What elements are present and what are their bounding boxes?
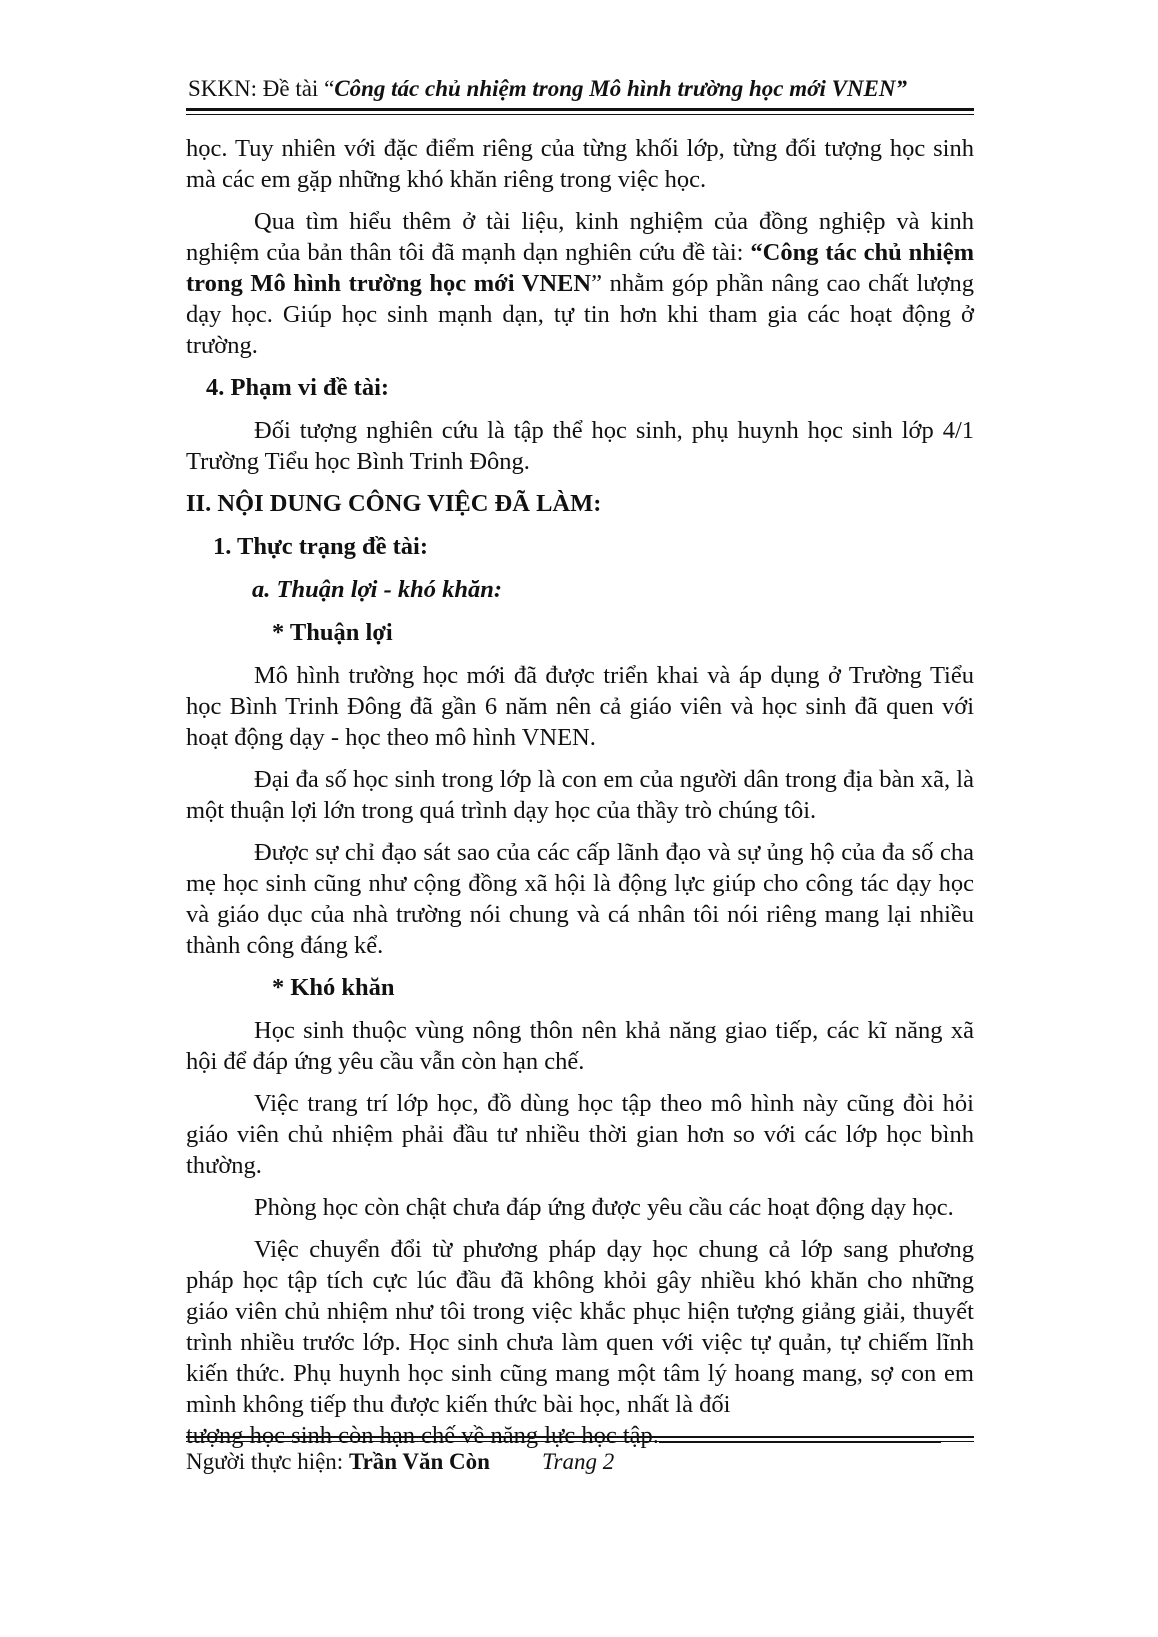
paragraph-10-end: tượng học sinh còn hạn chế về năng lực học tập. <box>186 1422 659 1449</box>
footer-label: Người thực hiện: <box>186 1449 349 1474</box>
page-footer <box>186 1436 974 1476</box>
heading-pros-cons: a. Thuận lợi - khó khăn: <box>252 576 503 603</box>
footer-author: Trần Văn Còn <box>348 1449 490 1474</box>
header-title: Công tác chủ nhiệm trong Mô hình trường học mới VNEN <box>334 76 896 101</box>
document-page <box>186 60 974 1451</box>
paragraph-5: Đại đa số học sinh trong lớp là con em của người dân trong địa bàn xã, là một thuận lợi lớn trong quá trình dạy học của thầy trò chúng tôi. <box>186 766 974 824</box>
page-content <box>186 133 974 1451</box>
paragraph-4: Mô hình trường học mới đã được triển khai và áp dụng ở Trường Tiểu học Bình Trinh Đông đã gần 6 năm nên cả giáo viên và học sinh đã quen với hoạt động dạy - học theo mô hình VNEN. <box>186 662 974 751</box>
paragraph-3: Đối tượng nghiên cứu là tập thể học sinh, phụ huynh học sinh lớp 4/1 Trường Tiểu học Bình Trinh Đông. <box>186 417 974 475</box>
header-rule <box>186 108 974 115</box>
paragraph-2-text-a: Qua tìm hiểu thêm ở tài liệu, kinh nghiệm của đồng nghiệp và kinh nghiệm của bản thân tôi đã mạnh dạn nghiên cứu đề tài: <box>186 208 974 266</box>
paragraph-8: Việc trang trí lớp học, đồ dùng học tập theo mô hình này cũng đòi hỏi giáo viên chủ nhiệm phải đầu tư nhiều thời gian hơn so với các lớp học bình thường. <box>186 1090 974 1179</box>
page-number: Trang 2 <box>541 1449 615 1474</box>
header-suffix: ” <box>895 76 908 101</box>
footer-rule <box>186 1436 974 1442</box>
paragraph-9: Phòng học còn chật chưa đáp ứng được yêu cầu các hoạt động dạy học. <box>254 1194 954 1221</box>
heading-scope: 4. Phạm vi đề tài: <box>206 374 390 401</box>
paragraph-2-topic: “Công tác chủ nhiệm trong Mô hình trường học mới VNEN <box>186 239 974 297</box>
paragraph-7: Học sinh thuộc vùng nông thôn nên khả năng giao tiếp, các kĩ năng xã hội để đáp ứng yêu cầu vẫn còn hạn chế. <box>186 1017 974 1075</box>
page-header <box>186 74 974 104</box>
header-prefix: SKKN: Đề tài “ <box>188 76 335 101</box>
heading-pros: * Thuận lợi <box>272 619 393 646</box>
paragraph-10: Việc chuyển đổi từ phương pháp dạy học chung cả lớp sang phương pháp học tập tích cực lúc đầu đã không khỏi gây nhiều khó khăn cho những giáo viên chủ nhiệm như tôi trong việc khắc phục hiện tượng giảng giải, thuyết trình nhiều trước lớp. Học sinh chưa làm quen với việc tự quản, tự chiếm lĩnh kiến thức. Phụ huynh học sinh cũng mang một tâm lý hoang mang, sợ con em mình không tiếp thu được kiến thức bài học, nhất là đối <box>186 1236 974 1418</box>
paragraph-2-text-b: ” nhằm góp phần nâng cao chất lượng dạy học. Giúp học sinh mạnh dạn, tự tin hơn khi tham gia các hoạt động ở trường. <box>186 270 974 359</box>
heading-status: 1. Thực trạng đề tài: <box>213 533 429 560</box>
heading-section-2: II. NỘI DUNG CÔNG VIỆC ĐÃ LÀM: <box>186 490 602 517</box>
paragraph-1: học. Tuy nhiên với đặc điểm riêng của từng khối lớp, từng đối tượng học sinh mà các em gặp những khó khăn riêng trong việc học. <box>186 135 974 193</box>
paragraph-2 <box>186 206 974 361</box>
heading-cons: * Khó khăn <box>272 974 395 1001</box>
footer-text <box>186 1448 974 1476</box>
paragraph-6: Được sự chỉ đạo sát sao của các cấp lãnh đạo và sự ủng hộ của đa số cha mẹ học sinh cũng như cộng đồng xã hội là động lực giúp cho công tác dạy học và giáo dục của nhà trường nói chung và cá nhân tôi nói riêng mang lại nhiều thành công đáng kể. <box>186 839 974 959</box>
